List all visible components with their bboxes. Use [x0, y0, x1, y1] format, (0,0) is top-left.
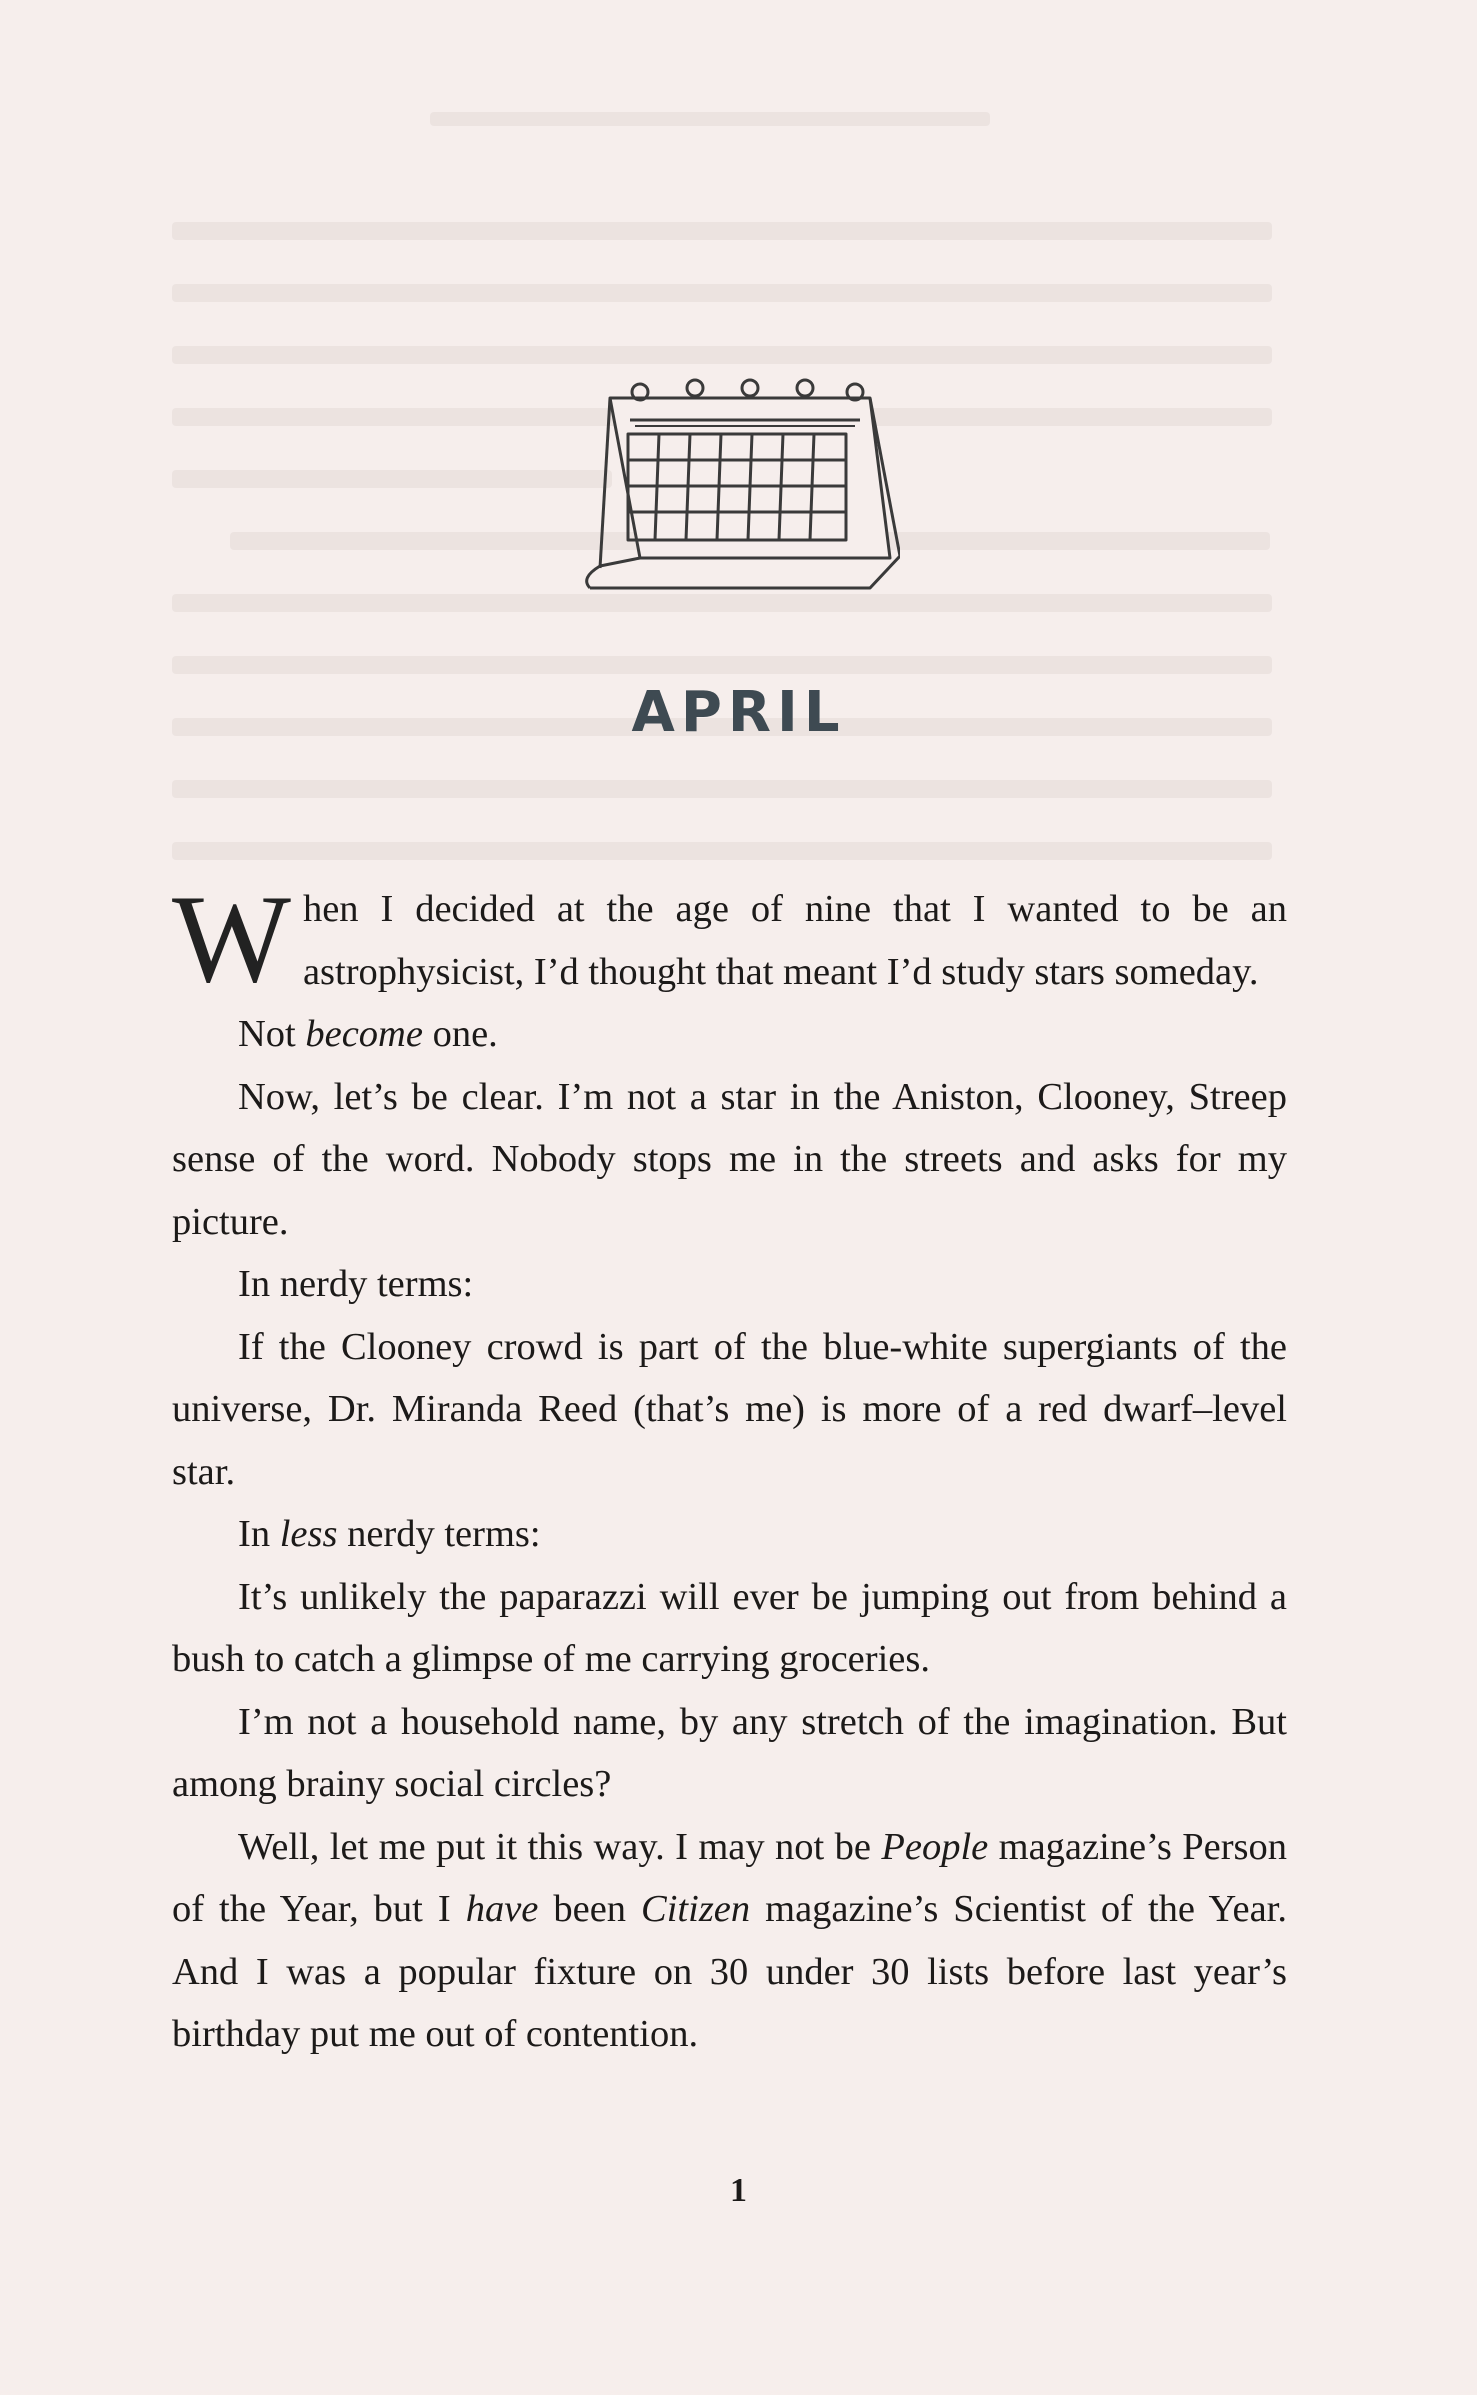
paragraph-6: In less nerdy terms:	[238, 1513, 541, 1555]
calendar-icon	[560, 378, 900, 608]
paragraph-2: Not become one.	[238, 1013, 498, 1055]
page-number: 1	[730, 2172, 747, 2209]
body-text	[172, 870, 1288, 2066]
paragraph-9: Well, let me put it this way. I may not be People magazine’s Person of the Year, but I have been Citizen magazine’s Scientist of the Year. And I was a popular fixture on 30 under 30 lists before last year’s birthday put me out of contention.	[172, 1825, 1288, 2055]
paragraph-7: It’s unlikely the paparazzi will ever be jumping out from behind a bush to catch a glimpse of me carrying groceries.	[172, 1575, 1287, 1680]
paragraph-3: Now, let’s be clear. I’m not a star in the Aniston, Clooney, Streep sense of the word. Nobody stops me in the streets and asks for my picture.	[172, 1075, 1287, 1243]
chapter-title: APRIL	[631, 680, 846, 745]
paragraph-4: In nerdy terms:	[238, 1263, 474, 1305]
paragraph-5: If the Clooney crowd is part of the blue-white supergiants of the universe, Dr. Miranda Reed (that’s me) is more of a red dwarf–level star.	[172, 1325, 1287, 1493]
paragraph-8: I’m not a household name, by any stretch of the imagination. But among brainy social circles?	[172, 1700, 1287, 1805]
paragraph-1: When I decided at the age of nine that I wanted to be an astrophysicist, I’d thought that meant I’d study stars someday.	[172, 870, 1287, 1009]
drop-cap: W	[172, 870, 291, 1009]
